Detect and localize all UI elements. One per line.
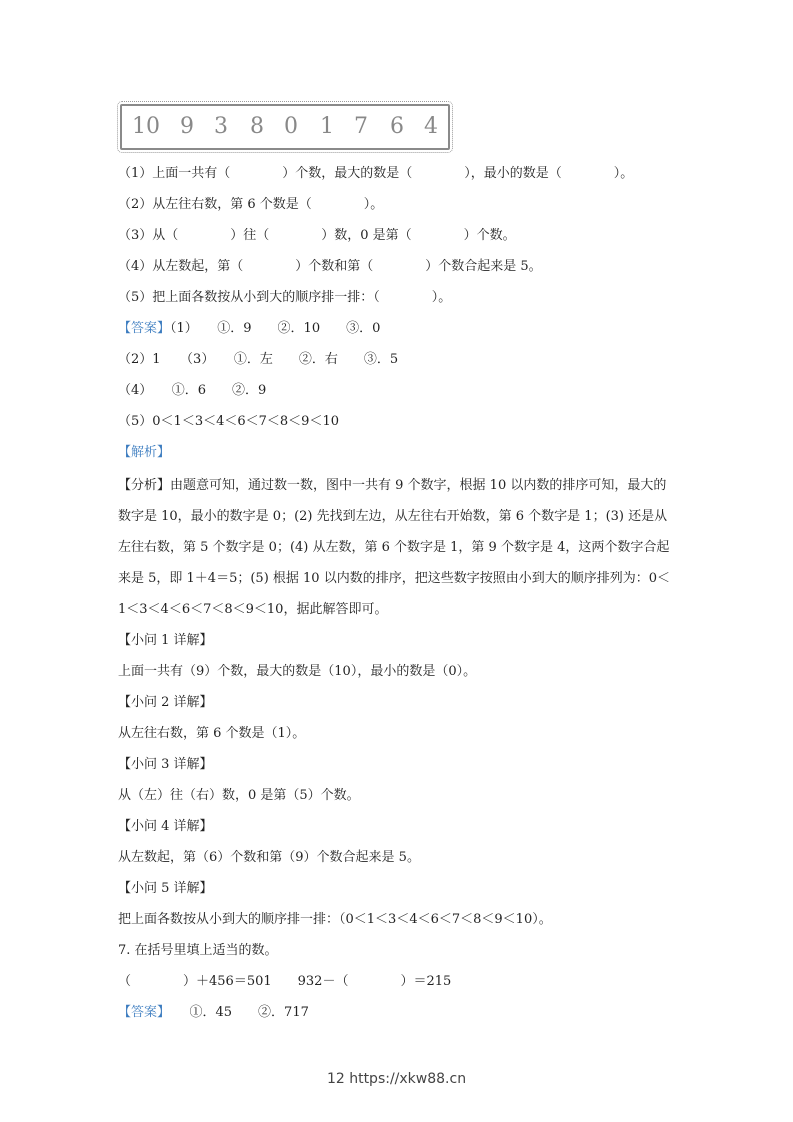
box-number: 9: [180, 114, 194, 139]
detail-3-title: 【小问 3 详解】: [118, 757, 213, 772]
detail-3-text: 从（左）往（右）数，0 是第（5）个数。: [118, 788, 360, 803]
box-number: 3: [214, 114, 228, 139]
answer-tag: 【答案】: [118, 321, 171, 336]
number-box: [120, 104, 450, 150]
answer-line-2: （2）1 （3） ①．左 ②．右 ③．5: [118, 352, 399, 367]
box-number: 6: [390, 114, 404, 139]
box-number: 0: [284, 114, 298, 139]
detail-4-title: 【小问 4 详解】: [118, 819, 213, 834]
answer-line-3: （4） ①．6 ②．9: [118, 383, 267, 398]
detail-5-title: 【小问 5 详解】: [118, 881, 213, 896]
detail-2-text: 从左往右数，第 6 个数是（1）。: [118, 726, 306, 741]
question-5: （5）把上面各数按从小到大的顺序排一排：（ ）。: [118, 290, 452, 305]
analysis-text: 由题意可知，通过数一数，图中一共有 9 个数字，根据 10 以内数的排序可知，最大的数字是 10，最小的数字是 0；(2) 先找到左边，从左往右开始数，第 6 个数字是 1；(3) 还是从左往右数，第 5 个数字是 0；(4) 从左数，第 6 个数字是 1，第 9 个数字是 4，这两个数字合起来是 5，即 1＋4＝5；(5) 根据 10 以内数的排序，把这些数字按照由小到大的顺序排列为：0＜1＜3＜4＜6＜7＜8＜9＜10，据此解答即可。: [118, 478, 670, 617]
analysis-paragraph: [118, 470, 678, 625]
analysis-lead: 【分析】: [118, 478, 171, 493]
answer-text: （1） ①．9 ②．10 ③．0: [170, 321, 381, 336]
answer-line-1: [118, 320, 380, 338]
page-footer: 12 https://xkw88.cn: [326, 1071, 467, 1087]
detail-5-text: 把上面各数按从小到大的顺序排一排：（0＜1＜3＜4＜6＜7＜8＜9＜10）。: [118, 912, 552, 927]
answer-line-4: （5）0＜1＜3＜4＜6＜7＜8＜9＜10: [118, 414, 339, 429]
analysis-tag: 【解析】: [118, 445, 171, 460]
detail-1-text: 上面一共有（9）个数，最大的数是（10），最小的数是（0）。: [118, 664, 477, 679]
question-1: （1）上面一共有（ ）个数，最大的数是（ ），最小的数是（ ）。: [118, 166, 634, 181]
answer-text: ①．45 ②．717: [163, 1005, 309, 1020]
question-7-answer: [118, 1004, 309, 1022]
box-number: 10: [132, 114, 160, 139]
detail-1-title: 【小问 1 详解】: [118, 633, 213, 648]
box-number: 1: [320, 114, 334, 139]
question-7-title: 7. 在括号里填上适当的数。: [118, 943, 278, 958]
box-number: 8: [250, 114, 264, 139]
answer-tag: 【答案】: [118, 1005, 164, 1020]
detail-2-title: 【小问 2 详解】: [118, 695, 213, 710]
question-2: （2）从左往右数，第 6 个数是（ ）。: [118, 197, 384, 212]
box-number: 4: [424, 114, 438, 139]
question-4: （4）从左数起，第（ ）个数和第（ ）个数合起来是 5。: [118, 259, 542, 274]
question-7-equations: （ ）＋456＝501 932－（ ）＝215: [118, 974, 452, 989]
question-3: （3）从（ ）往（ ）数，0 是第（ ）个数。: [118, 228, 516, 243]
box-number: 7: [354, 114, 368, 139]
detail-4-text: 从左数起，第（6）个数和第（9）个数合起来是 5。: [118, 850, 420, 865]
